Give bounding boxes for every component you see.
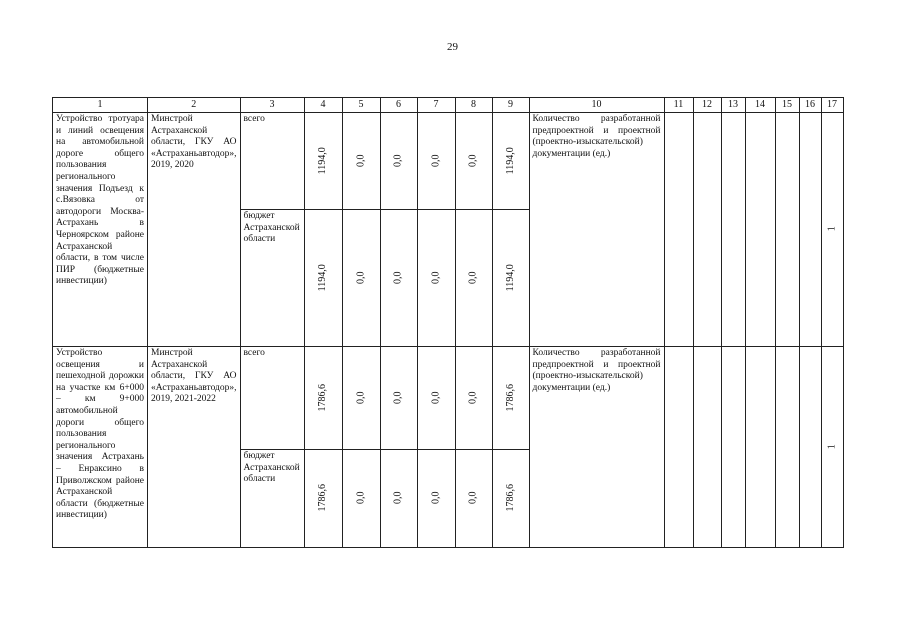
table-row xyxy=(53,113,844,210)
value-cell xyxy=(304,210,342,347)
value-text: 0,0 xyxy=(392,271,404,284)
col17-cell xyxy=(821,113,843,347)
program-table xyxy=(52,97,844,548)
col-header: 4 xyxy=(304,98,342,113)
indicator-cell: Количество разработанной предпроектной и проектной (проектно-изыскательской) документации (ед.) xyxy=(529,113,664,347)
empty-cell xyxy=(721,347,745,548)
empty-cell xyxy=(693,113,721,347)
empty-cell xyxy=(664,113,693,347)
value-cell xyxy=(455,113,492,210)
value-cell xyxy=(380,347,417,450)
col-header: 12 xyxy=(693,98,721,113)
value-cell xyxy=(455,450,492,548)
value-cell xyxy=(492,210,529,347)
col-header: 10 xyxy=(529,98,664,113)
source-label: бюджет Астраханской области xyxy=(240,450,304,548)
value-text: 0,0 xyxy=(430,154,442,167)
value-cell xyxy=(304,113,342,210)
value-text: 0,0 xyxy=(430,391,442,404)
value-text: 0,0 xyxy=(355,154,367,167)
empty-cell xyxy=(799,113,821,347)
value-cell xyxy=(342,210,380,347)
executor-cell: Минстрой Астраханской области, ГКУ АО «Астраханьавтодор», 2019, 2020 xyxy=(148,113,241,347)
empty-cell xyxy=(745,347,775,548)
value-text: 1194,0 xyxy=(317,263,329,292)
empty-cell xyxy=(693,347,721,548)
value-cell xyxy=(417,113,455,210)
col-header: 14 xyxy=(745,98,775,113)
value-cell xyxy=(492,347,529,450)
value-cell xyxy=(417,347,455,450)
empty-cell xyxy=(745,113,775,347)
value-cell xyxy=(304,347,342,450)
value-cell xyxy=(417,210,455,347)
value-text: 1194,0 xyxy=(504,263,516,292)
value-text: 0,0 xyxy=(430,271,442,284)
empty-cell xyxy=(775,347,799,548)
col-header: 3 xyxy=(240,98,304,113)
object-cell: Устройство тротуара и линий освещения на автомобильной дороге общего пользования регионального значения Подъезд к с.Вязовка от автодороги Москва-Астрахань в Черноярском районе Астраханской области, в том числе ПИР (бюджетные инвестиции) xyxy=(53,113,148,347)
value-text: 0,0 xyxy=(467,391,479,404)
col-header: 1 xyxy=(53,98,148,113)
source-label: всего xyxy=(240,347,304,450)
value-text: 0,0 xyxy=(355,271,367,284)
empty-cell xyxy=(799,347,821,548)
value-text: 0,0 xyxy=(392,491,404,505)
empty-cell xyxy=(721,113,745,347)
col-header: 11 xyxy=(664,98,693,113)
table-row xyxy=(53,347,844,450)
value-text: 0,0 xyxy=(467,154,479,167)
value-cell xyxy=(380,450,417,548)
value-cell xyxy=(417,450,455,548)
col-header: 9 xyxy=(492,98,529,113)
value-text: 1786,6 xyxy=(317,484,329,512)
source-label: всего xyxy=(240,113,304,210)
value-cell xyxy=(492,113,529,210)
value-text: 1194,0 xyxy=(317,146,329,175)
col17-cell xyxy=(821,347,843,548)
col-header: 6 xyxy=(380,98,417,113)
empty-cell xyxy=(664,347,693,548)
executor-cell: Минстрой Астраханской области, ГКУ АО «Астраханьавтодор», 2019, 2021-2022 xyxy=(148,347,241,548)
value-cell xyxy=(304,450,342,548)
value-cell xyxy=(342,450,380,548)
value-cell xyxy=(455,210,492,347)
col-header: 5 xyxy=(342,98,380,113)
header-row xyxy=(53,98,844,113)
indicator-cell: Количество разработанной предпроектной и проектной (проектно-изыскательской) документации (ед.) xyxy=(529,347,664,548)
col-header: 2 xyxy=(148,98,241,113)
col-header: 7 xyxy=(417,98,455,113)
value-cell xyxy=(455,347,492,450)
col17-value: 1 xyxy=(826,444,838,449)
col-header: 13 xyxy=(721,98,745,113)
value-text: 0,0 xyxy=(467,491,479,505)
value-text: 0,0 xyxy=(430,491,442,505)
value-text: 1194,0 xyxy=(504,146,516,175)
value-text: 1786,6 xyxy=(504,383,516,412)
col17-value: 1 xyxy=(826,226,838,232)
value-text: 0,0 xyxy=(467,271,479,284)
value-cell xyxy=(342,113,380,210)
value-cell xyxy=(380,210,417,347)
value-text: 0,0 xyxy=(392,154,404,167)
page-number: 29 xyxy=(447,41,458,53)
value-text: 0,0 xyxy=(355,391,367,404)
value-text: 0,0 xyxy=(355,491,367,505)
value-text: 1786,6 xyxy=(504,484,516,512)
value-text: 1786,6 xyxy=(317,383,329,412)
col-header: 15 xyxy=(775,98,799,113)
col-header: 8 xyxy=(455,98,492,113)
source-label: бюджет Астраханской области xyxy=(240,210,304,347)
value-cell xyxy=(380,113,417,210)
value-text: 0,0 xyxy=(392,391,404,404)
object-cell: Устройство освещения и пешеходной дорожки на участке км 6+000 – км 9+000 автомобильной дороги общего пользования регионального значения Астрахань – Енраксино в Приволжском районе Астраханской области (бюджетные инвестиции) xyxy=(53,347,148,548)
value-cell xyxy=(492,450,529,548)
empty-cell xyxy=(775,113,799,347)
col-header: 17 xyxy=(821,98,843,113)
value-cell xyxy=(342,347,380,450)
col-header: 16 xyxy=(799,98,821,113)
